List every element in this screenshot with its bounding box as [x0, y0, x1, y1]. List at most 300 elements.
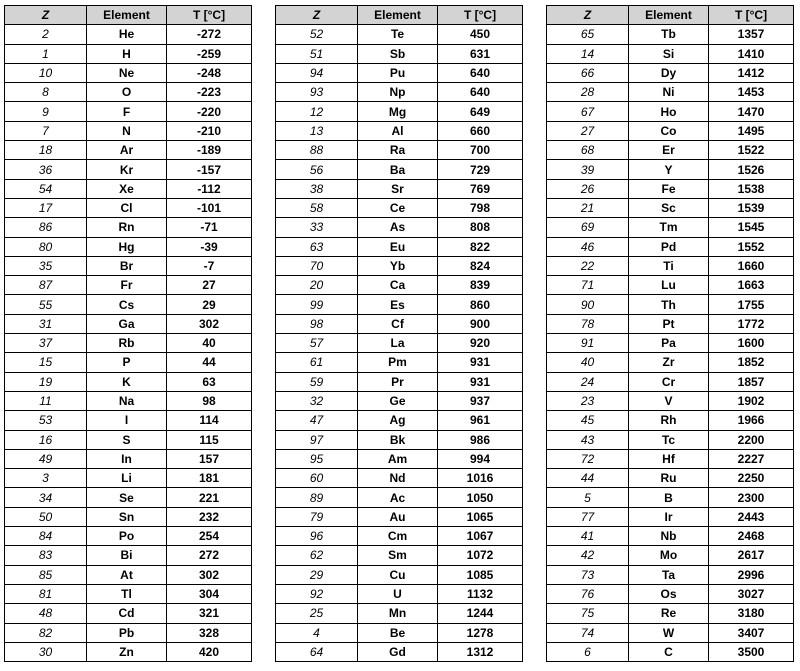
temperature-cell: 1412: [709, 63, 794, 82]
temperature-cell: 640: [438, 83, 523, 102]
temperature-cell: 3027: [709, 584, 794, 603]
element-symbol-cell: Ti: [629, 256, 709, 275]
temperature-cell: -220: [167, 102, 252, 121]
temperature-cell: 1016: [438, 469, 523, 488]
table-row: [5, 507, 252, 526]
temperature-cell: 1663: [709, 276, 794, 295]
temperature-cell: 2300: [709, 488, 794, 507]
atomic-number-cell: 89: [276, 488, 358, 507]
atomic-number-cell: 39: [547, 160, 629, 179]
element-symbol-cell: Ge: [358, 391, 438, 410]
element-table-2: [275, 5, 523, 662]
table-row: [276, 334, 523, 353]
header-element: Element: [629, 6, 709, 25]
atomic-number-cell: 25: [276, 604, 358, 623]
temperature-cell: 98: [167, 391, 252, 410]
element-symbol-cell: Co: [629, 121, 709, 140]
table-row: [5, 198, 252, 217]
temperature-cell: 1772: [709, 314, 794, 333]
table-row: [5, 411, 252, 430]
temperature-cell: 221: [167, 488, 252, 507]
atomic-number-cell: 12: [276, 102, 358, 121]
element-symbol-cell: Sb: [358, 44, 438, 63]
atomic-number-cell: 61: [276, 353, 358, 372]
atomic-number-cell: 69: [547, 218, 629, 237]
element-symbol-cell: Pt: [629, 314, 709, 333]
table-row: [5, 527, 252, 546]
atomic-number-cell: 88: [276, 141, 358, 160]
atomic-number-cell: 45: [547, 411, 629, 430]
table-row: [5, 546, 252, 565]
element-symbol-cell: Li: [87, 469, 167, 488]
temperature-cell: 2200: [709, 430, 794, 449]
atomic-number-cell: 38: [276, 179, 358, 198]
table-row: [276, 237, 523, 256]
temperature-cell: 1522: [709, 141, 794, 160]
atomic-number-cell: 92: [276, 584, 358, 603]
table-row: [5, 218, 252, 237]
temperature-cell: 1552: [709, 237, 794, 256]
atomic-number-cell: 73: [547, 565, 629, 584]
temperature-cell: 1600: [709, 334, 794, 353]
atomic-number-cell: 80: [5, 237, 87, 256]
temperature-cell: 302: [167, 565, 252, 584]
temperature-cell: 986: [438, 430, 523, 449]
atomic-number-cell: 22: [547, 256, 629, 275]
atomic-number-cell: 70: [276, 256, 358, 275]
temperature-cell: -259: [167, 44, 252, 63]
table-row: [547, 353, 794, 372]
header-element: Element: [358, 6, 438, 25]
temperature-cell: 114: [167, 411, 252, 430]
atomic-number-cell: 16: [5, 430, 87, 449]
temperature-cell: 1857: [709, 372, 794, 391]
element-symbol-cell: Cu: [358, 565, 438, 584]
atomic-number-cell: 99: [276, 295, 358, 314]
table-row: [5, 276, 252, 295]
table-row: [276, 160, 523, 179]
temperature-cell: 824: [438, 256, 523, 275]
header-z: Z: [5, 6, 87, 25]
atomic-number-cell: 95: [276, 449, 358, 468]
atomic-number-cell: 54: [5, 179, 87, 198]
element-symbol-cell: Hf: [629, 449, 709, 468]
table-row: [276, 25, 523, 44]
table-row: [547, 141, 794, 160]
element-symbol-cell: Ta: [629, 565, 709, 584]
atomic-number-cell: 76: [547, 584, 629, 603]
element-symbol-cell: Nb: [629, 527, 709, 546]
atomic-number-cell: 8: [5, 83, 87, 102]
temperature-cell: 660: [438, 121, 523, 140]
table-row: [5, 430, 252, 449]
table-row: [5, 295, 252, 314]
temperature-cell: 1278: [438, 623, 523, 642]
table-row: [547, 44, 794, 63]
element-symbol-cell: Pa: [629, 334, 709, 353]
table-row: [547, 430, 794, 449]
element-symbol-cell: K: [87, 372, 167, 391]
element-symbol-cell: O: [87, 83, 167, 102]
temperature-cell: 1538: [709, 179, 794, 198]
temperature-cell: 302: [167, 314, 252, 333]
table-row: [276, 295, 523, 314]
atomic-number-cell: 24: [547, 372, 629, 391]
temperature-cell: -39: [167, 237, 252, 256]
element-symbol-cell: Zr: [629, 353, 709, 372]
table-row: [5, 604, 252, 623]
table-row: [547, 565, 794, 584]
element-symbol-cell: Fe: [629, 179, 709, 198]
atomic-number-cell: 98: [276, 314, 358, 333]
table-row: [276, 372, 523, 391]
temperature-cell: 1357: [709, 25, 794, 44]
element-symbol-cell: Rh: [629, 411, 709, 430]
temperature-cell: 1244: [438, 604, 523, 623]
element-symbol-cell: Er: [629, 141, 709, 160]
temperature-cell: 44: [167, 353, 252, 372]
temperature-cell: 839: [438, 276, 523, 295]
header-row: [276, 6, 523, 25]
element-symbol-cell: H: [87, 44, 167, 63]
atomic-number-cell: 53: [5, 411, 87, 430]
atomic-number-cell: 96: [276, 527, 358, 546]
table-row: [276, 198, 523, 217]
atomic-number-cell: 72: [547, 449, 629, 468]
atomic-number-cell: 66: [547, 63, 629, 82]
atomic-number-cell: 6: [547, 642, 629, 661]
table-row: [5, 334, 252, 353]
table-row: [276, 353, 523, 372]
temperature-cell: 822: [438, 237, 523, 256]
element-symbol-cell: Tm: [629, 218, 709, 237]
temperature-cell: 29: [167, 295, 252, 314]
element-symbol-cell: Zn: [87, 642, 167, 661]
temperature-cell: 1065: [438, 507, 523, 526]
temperature-cell: 157: [167, 449, 252, 468]
temperature-cell: 769: [438, 179, 523, 198]
element-symbol-cell: Ir: [629, 507, 709, 526]
atomic-number-cell: 50: [5, 507, 87, 526]
atomic-number-cell: 77: [547, 507, 629, 526]
element-symbol-cell: Hg: [87, 237, 167, 256]
atomic-number-cell: 65: [547, 25, 629, 44]
temperature-cell: 1966: [709, 411, 794, 430]
temperature-cell: 2250: [709, 469, 794, 488]
temperature-cell: 1067: [438, 527, 523, 546]
atomic-number-cell: 64: [276, 642, 358, 661]
atomic-number-cell: 93: [276, 83, 358, 102]
element-symbol-cell: In: [87, 449, 167, 468]
table-row: [547, 411, 794, 430]
element-symbol-cell: Gd: [358, 642, 438, 661]
element-symbol-cell: Se: [87, 488, 167, 507]
atomic-number-cell: 91: [547, 334, 629, 353]
temperature-cell: 420: [167, 642, 252, 661]
atomic-number-cell: 71: [547, 276, 629, 295]
element-symbol-cell: Re: [629, 604, 709, 623]
temperature-cell: 1312: [438, 642, 523, 661]
table-row: [5, 179, 252, 198]
table-row: [547, 584, 794, 603]
temperature-cell: 304: [167, 584, 252, 603]
temperature-cell: 1410: [709, 44, 794, 63]
table-row: [276, 527, 523, 546]
header-temp: T [°C]: [167, 6, 252, 25]
atomic-number-cell: 59: [276, 372, 358, 391]
element-symbol-cell: N: [87, 121, 167, 140]
table-row: [547, 102, 794, 121]
atomic-number-cell: 90: [547, 295, 629, 314]
atomic-number-cell: 28: [547, 83, 629, 102]
temperature-cell: 1539: [709, 198, 794, 217]
atomic-number-cell: 74: [547, 623, 629, 642]
element-symbol-cell: Tc: [629, 430, 709, 449]
table-row: [5, 623, 252, 642]
table-row: [547, 507, 794, 526]
atomic-number-cell: 44: [547, 469, 629, 488]
temperature-cell: 3407: [709, 623, 794, 642]
temperature-cell: 1050: [438, 488, 523, 507]
element-symbol-cell: Cr: [629, 372, 709, 391]
atomic-number-cell: 63: [276, 237, 358, 256]
table-row: [276, 469, 523, 488]
table-row: [5, 63, 252, 82]
temperature-cell: -223: [167, 83, 252, 102]
temperature-cell: 232: [167, 507, 252, 526]
table-row: [276, 256, 523, 275]
atomic-number-cell: 78: [547, 314, 629, 333]
atomic-number-cell: 57: [276, 334, 358, 353]
temperature-cell: 115: [167, 430, 252, 449]
header-temp: T [°C]: [438, 6, 523, 25]
table-row: [5, 83, 252, 102]
element-symbol-cell: Ne: [87, 63, 167, 82]
table-row: [276, 63, 523, 82]
atomic-number-cell: 14: [547, 44, 629, 63]
temperature-cell: 961: [438, 411, 523, 430]
element-symbol-cell: Pb: [87, 623, 167, 642]
temperature-cell: 860: [438, 295, 523, 314]
table-row: [547, 179, 794, 198]
table-row: [276, 121, 523, 140]
table-row: [5, 160, 252, 179]
table-row: [547, 334, 794, 353]
table-row: [547, 25, 794, 44]
element-symbol-cell: Po: [87, 527, 167, 546]
table-row: [547, 237, 794, 256]
temperature-cell: -71: [167, 218, 252, 237]
element-symbol-cell: Ar: [87, 141, 167, 160]
temperature-cell: 1852: [709, 353, 794, 372]
atomic-number-cell: 36: [5, 160, 87, 179]
table-row: [5, 372, 252, 391]
table-row: [547, 314, 794, 333]
element-symbol-cell: At: [87, 565, 167, 584]
element-symbol-cell: Bi: [87, 546, 167, 565]
temperature-cell: 1545: [709, 218, 794, 237]
element-symbol-cell: Mn: [358, 604, 438, 623]
temperature-cell: 649: [438, 102, 523, 121]
atomic-number-cell: 60: [276, 469, 358, 488]
element-symbol-cell: Eu: [358, 237, 438, 256]
atomic-number-cell: 49: [5, 449, 87, 468]
element-symbol-cell: Os: [629, 584, 709, 603]
temperature-cell: -248: [167, 63, 252, 82]
atomic-number-cell: 84: [5, 527, 87, 546]
element-symbol-cell: Pd: [629, 237, 709, 256]
element-symbol-cell: Ra: [358, 141, 438, 160]
table-row: [547, 218, 794, 237]
table-row: [547, 256, 794, 275]
table-row: [547, 527, 794, 546]
element-symbol-cell: Al: [358, 121, 438, 140]
table-row: [276, 488, 523, 507]
element-symbol-cell: Sc: [629, 198, 709, 217]
atomic-number-cell: 5: [547, 488, 629, 507]
table-row: [547, 488, 794, 507]
element-symbol-cell: Te: [358, 25, 438, 44]
temperature-cell: 2227: [709, 449, 794, 468]
element-symbol-cell: Nd: [358, 469, 438, 488]
atomic-number-cell: 11: [5, 391, 87, 410]
table-row: [276, 83, 523, 102]
table-row: [276, 102, 523, 121]
temperature-cell: 3500: [709, 642, 794, 661]
atomic-number-cell: 41: [547, 527, 629, 546]
table-row: [5, 449, 252, 468]
atomic-number-cell: 79: [276, 507, 358, 526]
atomic-number-cell: 7: [5, 121, 87, 140]
element-symbol-cell: Bk: [358, 430, 438, 449]
temperature-cell: 900: [438, 314, 523, 333]
temperature-cell: 1660: [709, 256, 794, 275]
temperature-cell: 2468: [709, 527, 794, 546]
temperature-cell: 729: [438, 160, 523, 179]
atomic-number-cell: 55: [5, 295, 87, 314]
temperature-cell: 1755: [709, 295, 794, 314]
atomic-number-cell: 34: [5, 488, 87, 507]
temperature-cell: 931: [438, 353, 523, 372]
element-symbol-cell: Xe: [87, 179, 167, 198]
atomic-number-cell: 32: [276, 391, 358, 410]
temperature-cell: -101: [167, 198, 252, 217]
temperature-cell: 1072: [438, 546, 523, 565]
table-row: [547, 276, 794, 295]
temperature-cell: 931: [438, 372, 523, 391]
atomic-number-cell: 29: [276, 565, 358, 584]
table-row: [5, 488, 252, 507]
atomic-number-cell: 94: [276, 63, 358, 82]
element-symbol-cell: He: [87, 25, 167, 44]
table-row: [5, 391, 252, 410]
atomic-number-cell: 97: [276, 430, 358, 449]
table-row: [547, 469, 794, 488]
table-row: [5, 44, 252, 63]
table-row: [547, 63, 794, 82]
table-row: [547, 372, 794, 391]
table-row: [276, 546, 523, 565]
element-symbol-cell: Fr: [87, 276, 167, 295]
atomic-number-cell: 82: [5, 623, 87, 642]
temperature-cell: 798: [438, 198, 523, 217]
element-symbol-cell: Au: [358, 507, 438, 526]
element-table-1: [4, 5, 252, 662]
table-row: [5, 314, 252, 333]
element-symbol-cell: Ba: [358, 160, 438, 179]
element-symbol-cell: Cl: [87, 198, 167, 217]
temperature-cell: 920: [438, 334, 523, 353]
temperature-cell: 1526: [709, 160, 794, 179]
temperature-cell: 40: [167, 334, 252, 353]
temperature-cell: 1902: [709, 391, 794, 410]
table-row: [547, 449, 794, 468]
element-symbol-cell: Tb: [629, 25, 709, 44]
temperature-cell: -189: [167, 141, 252, 160]
table-row: [5, 237, 252, 256]
temperature-cell: -272: [167, 25, 252, 44]
element-symbol-cell: Es: [358, 295, 438, 314]
element-symbol-cell: V: [629, 391, 709, 410]
atomic-number-cell: 68: [547, 141, 629, 160]
element-symbol-cell: U: [358, 584, 438, 603]
element-symbol-cell: I: [87, 411, 167, 430]
temperature-cell: 27: [167, 276, 252, 295]
header-row: [5, 6, 252, 25]
table-row: [5, 584, 252, 603]
element-symbol-cell: Np: [358, 83, 438, 102]
table-row: [276, 314, 523, 333]
temperature-cell: 272: [167, 546, 252, 565]
atomic-number-cell: 4: [276, 623, 358, 642]
atomic-number-cell: 30: [5, 642, 87, 661]
atomic-number-cell: 86: [5, 218, 87, 237]
table-row: [5, 469, 252, 488]
element-symbol-cell: Be: [358, 623, 438, 642]
temperature-cell: -210: [167, 121, 252, 140]
element-symbol-cell: Ac: [358, 488, 438, 507]
temperature-cell: 1495: [709, 121, 794, 140]
atomic-number-cell: 43: [547, 430, 629, 449]
element-symbol-cell: Si: [629, 44, 709, 63]
element-symbol-cell: S: [87, 430, 167, 449]
element-symbol-cell: Sr: [358, 179, 438, 198]
atomic-number-cell: 31: [5, 314, 87, 333]
atomic-number-cell: 58: [276, 198, 358, 217]
atomic-number-cell: 18: [5, 141, 87, 160]
atomic-number-cell: 23: [547, 391, 629, 410]
table-row: [276, 565, 523, 584]
atomic-number-cell: 75: [547, 604, 629, 623]
table-row: [5, 141, 252, 160]
table-row: [547, 642, 794, 661]
table-row: [276, 411, 523, 430]
table-row: [5, 256, 252, 275]
header-z: Z: [547, 6, 629, 25]
element-symbol-cell: Sm: [358, 546, 438, 565]
element-symbol-cell: Br: [87, 256, 167, 275]
element-symbol-cell: Mg: [358, 102, 438, 121]
table-row: [5, 642, 252, 661]
atomic-number-cell: 1: [5, 44, 87, 63]
element-symbol-cell: Tl: [87, 584, 167, 603]
element-symbol-cell: Y: [629, 160, 709, 179]
table-row: [547, 546, 794, 565]
atomic-number-cell: 33: [276, 218, 358, 237]
element-symbol-cell: B: [629, 488, 709, 507]
table-row: [276, 449, 523, 468]
atomic-number-cell: 42: [547, 546, 629, 565]
